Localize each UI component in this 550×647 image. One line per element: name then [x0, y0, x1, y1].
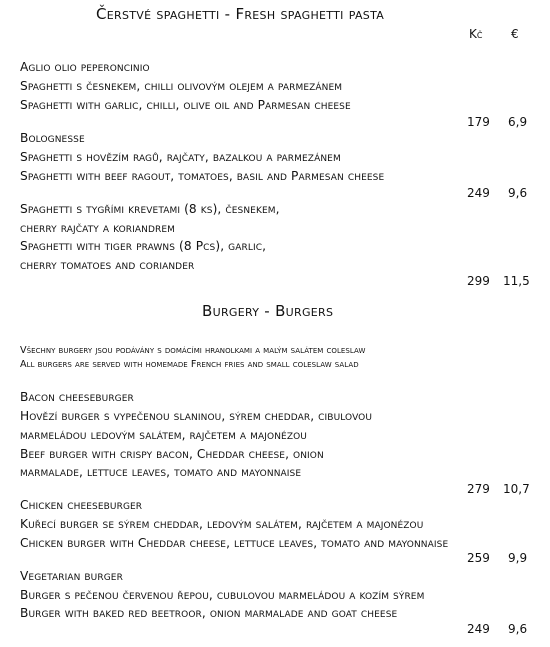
price-eur: 9,6	[508, 622, 528, 636]
price-eur: 9,6	[508, 186, 528, 200]
burger-item-name: Chicken cheeseburger	[20, 498, 143, 512]
price-czk: 259	[467, 551, 490, 565]
price-czk: 279	[467, 482, 490, 496]
spaghetti-item-desc-cz: cherry rajčaty a koriandrem	[20, 221, 176, 235]
price-eur: 10,7	[503, 482, 530, 496]
price-eur: 11,5	[503, 274, 530, 288]
burger-item-desc-cz: Burger s pečenou červenou řepou, cubulovou marmeládou a kozím sýrem	[20, 588, 425, 602]
spaghetti-item-name: Bolognesse	[20, 131, 85, 145]
burger-item-desc-en: Chicken burger with Cheddar cheese, lettuce leaves, tomato and mayonnaise	[20, 536, 449, 550]
burger-item-name: Bacon cheeseburger	[20, 390, 134, 404]
spaghetti-section-title: Čerstvé spaghetti - Fresh spaghetti pasta	[96, 5, 385, 23]
burgers-section-title: Burgery - Burgers	[202, 302, 334, 320]
spaghetti-item-desc-en: Spaghetti with garlic, chilli, olive oil and Parmesan cheese	[20, 98, 351, 112]
price-czk: 299	[467, 274, 490, 288]
burger-item-desc-cz: marmeládou ledovým salátem, rajčetem a majonézou	[20, 428, 307, 442]
spaghetti-item-desc-cz: Spaghetti s tygřími krevetami (8 ks), česnekem,	[20, 202, 280, 216]
burger-item-desc-cz: Kuřecí burger se sýrem cheddar, ledovým salátem, rajčetem a majonézou	[20, 517, 424, 531]
price-czk: 249	[467, 622, 490, 636]
spaghetti-item-desc-en: Spaghetti with beef ragout, tomatoes, basil and Parmesan cheese	[20, 169, 385, 183]
burger-item-name: Vegetarian burger	[20, 569, 123, 583]
currency-eur-header: €	[511, 27, 519, 41]
burgers-note-cz: Všechny burgery jsou podávány s domácími hranolkami a malým salátem coleslaw	[20, 345, 366, 356]
burger-item-desc-en: marmalade, lettuce leaves, tomato and mayonnaise	[20, 465, 302, 479]
currency-czk-header: Kč	[469, 27, 483, 41]
spaghetti-item-desc-cz: Spaghetti s hovězím ragů, rajčaty, bazalkou a parmezánem	[20, 150, 341, 164]
price-czk: 249	[467, 186, 490, 200]
price-eur: 6,9	[508, 115, 528, 129]
burger-item-desc-en: Burger with baked red beetroor, onion marmalade and goat cheese	[20, 606, 398, 620]
spaghetti-item-desc-en: cherry tomatoes and coriander	[20, 258, 195, 272]
burger-item-desc-cz: Hovězí burger s vypečenou slaninou, sýrem cheddar, cibulovou	[20, 409, 373, 423]
spaghetti-item-desc-cz: Spaghetti s česnekem, chilli olivovým olejem a parmezánem	[20, 79, 343, 93]
price-czk: 179	[467, 115, 490, 129]
burgers-note-en: All burgers are served with homemade French fries and small coleslaw salad	[20, 359, 359, 370]
price-eur: 9,9	[508, 551, 528, 565]
burger-item-desc-en: Beef burger with crispy bacon, Cheddar cheese, onion	[20, 447, 324, 461]
spaghetti-item-desc-en: Spaghetti with tiger prawns (8 Pcs), garlic,	[20, 239, 267, 253]
spaghetti-item-name: Aglio olio peperoncinio	[20, 60, 150, 74]
